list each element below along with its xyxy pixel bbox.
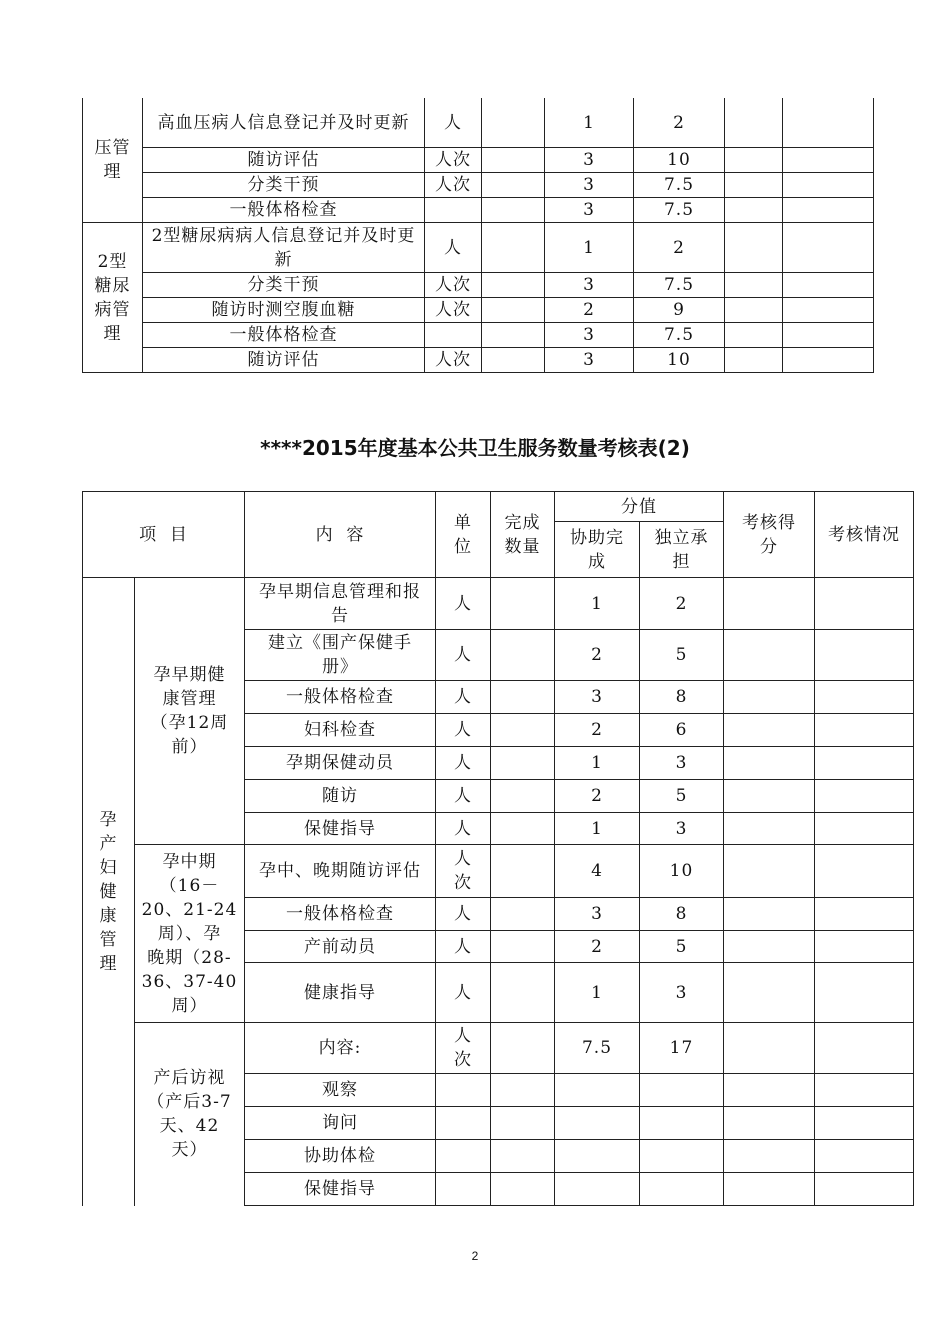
score-cell: [724, 931, 815, 963]
status-cell: [815, 630, 914, 681]
status-cell: [815, 1173, 914, 1206]
indep-cell: [640, 1140, 724, 1173]
header-value: 分值: [555, 492, 724, 522]
unit-cell: [436, 1173, 491, 1206]
assist-cell: 1: [555, 813, 640, 845]
assist-cell: 1: [555, 747, 640, 780]
done-cell: [491, 1023, 555, 1074]
assist-cell: [555, 1140, 640, 1173]
indep-cell: 5: [640, 630, 724, 681]
indep-cell: 6: [640, 714, 724, 747]
page-title: ****2015年度基本公共卫生服务数量考核表(2): [260, 436, 690, 460]
status-cell: [815, 931, 914, 963]
score-cell: [724, 845, 815, 898]
score-cell: [725, 98, 783, 148]
indep-cell: 5: [640, 931, 724, 963]
done-cell: [491, 813, 555, 845]
assist-cell: 7.5: [555, 1023, 640, 1074]
done-cell: [491, 630, 555, 681]
unit-cell: [425, 198, 482, 223]
status-cell: [815, 1074, 914, 1107]
score-cell: [725, 148, 783, 173]
content-cell: 观察: [245, 1074, 436, 1107]
group-name: 产后访视 （产后3-7 天、42 天）: [135, 1023, 245, 1206]
content-cell: 产前动员: [245, 931, 436, 963]
content-cell: 孕早期信息管理和报 告: [245, 578, 436, 630]
status-cell: [783, 198, 874, 223]
table-row: [83, 173, 874, 198]
content-cell: 保健指导: [245, 1173, 436, 1206]
unit-cell: 人: [425, 98, 482, 148]
group-name: 压管 理: [83, 98, 143, 223]
done-cell: [491, 963, 555, 1023]
content-cell: 一般体格检查: [245, 681, 436, 714]
indep-cell: 10: [640, 845, 724, 898]
unit-cell: [436, 1074, 491, 1107]
score-cell: [725, 348, 783, 373]
header-unit: 单 位: [436, 492, 491, 578]
status-cell: [815, 813, 914, 845]
content-cell: 一般体格检查: [245, 898, 436, 931]
assessment-table: [82, 491, 914, 1206]
done-cell: [491, 1074, 555, 1107]
status-cell: [815, 780, 914, 813]
unit-cell: 人: [436, 813, 491, 845]
score-cell: [724, 1107, 815, 1140]
done-cell: [482, 148, 545, 173]
header-score: 考核得 分: [724, 492, 815, 578]
assist-cell: 3: [545, 148, 634, 173]
status-cell: [783, 323, 874, 348]
indep-cell: 10: [634, 148, 725, 173]
content-cell: 随访评估: [143, 348, 425, 373]
table-row: [83, 298, 874, 323]
table-row: [83, 845, 914, 898]
assist-cell: 3: [545, 323, 634, 348]
indep-cell: [640, 1107, 724, 1140]
group-name: 2型 糖尿 病管 理: [83, 223, 143, 373]
score-cell: [724, 1173, 815, 1206]
done-cell: [491, 1107, 555, 1140]
unit-cell: 人 次: [436, 1023, 491, 1074]
indep-cell: 10: [634, 348, 725, 373]
indep-cell: 8: [640, 898, 724, 931]
done-cell: [491, 1173, 555, 1206]
content-cell: 随访: [245, 780, 436, 813]
unit-cell: [436, 1107, 491, 1140]
status-cell: [783, 98, 874, 148]
indep-cell: 9: [634, 298, 725, 323]
assist-cell: [555, 1173, 640, 1206]
unit-cell: 人: [425, 223, 482, 273]
header-row: [83, 492, 914, 522]
group-name: 孕早期健 康管理 （孕12周 前）: [135, 578, 245, 845]
done-cell: [491, 898, 555, 931]
done-cell: [482, 273, 545, 298]
indep-cell: 7.5: [634, 173, 725, 198]
page-number: 2: [471, 1249, 479, 1263]
content-cell: 高血压病人信息登记并及时更新: [143, 98, 425, 148]
score-cell: [724, 578, 815, 630]
done-cell: [482, 223, 545, 273]
assist-cell: 3: [555, 898, 640, 931]
indep-cell: 7.5: [634, 273, 725, 298]
assist-cell: [555, 1074, 640, 1107]
done-cell: [482, 323, 545, 348]
indep-cell: 5: [640, 780, 724, 813]
done-cell: [482, 298, 545, 323]
done-cell: [491, 747, 555, 780]
header-status: 考核情况: [815, 492, 914, 578]
done-cell: [491, 714, 555, 747]
status-cell: [815, 681, 914, 714]
content-cell: 询问: [245, 1107, 436, 1140]
status-cell: [783, 148, 874, 173]
assist-cell: 2: [555, 714, 640, 747]
unit-cell: [425, 323, 482, 348]
done-cell: [482, 348, 545, 373]
content-cell: 建立《围产保健手 册》: [245, 630, 436, 681]
indep-cell: 2: [640, 578, 724, 630]
header-content: 内 容: [245, 492, 436, 578]
status-cell: [783, 173, 874, 198]
assist-cell: 3: [555, 681, 640, 714]
table-row: [83, 98, 874, 148]
content-cell: 孕中、晚期随访评估: [245, 845, 436, 898]
assist-cell: 2: [555, 931, 640, 963]
done-cell: [491, 1140, 555, 1173]
group-name: 孕中期 （16－ 20、21-24 周）、孕 晚期（28- 36、37-40 周）: [135, 845, 245, 1023]
status-cell: [815, 714, 914, 747]
score-cell: [724, 1074, 815, 1107]
table-row: [83, 323, 874, 348]
done-cell: [482, 173, 545, 198]
status-cell: [815, 1023, 914, 1074]
indep-cell: 2: [634, 98, 725, 148]
header-item: 项 目: [83, 492, 245, 578]
assist-cell: 3: [545, 173, 634, 198]
table-row: [83, 198, 874, 223]
content-cell: 妇科检查: [245, 714, 436, 747]
score-cell: [725, 173, 783, 198]
indep-cell: 7.5: [634, 323, 725, 348]
table-row: [83, 578, 914, 630]
score-cell: [725, 223, 783, 273]
content-cell: 分类干预: [143, 273, 425, 298]
status-cell: [815, 845, 914, 898]
unit-cell: 人次: [425, 273, 482, 298]
content-cell: 分类干预: [143, 173, 425, 198]
status-cell: [783, 348, 874, 373]
content-cell: 随访时测空腹血糖: [143, 298, 425, 323]
assist-cell: 1: [545, 98, 634, 148]
score-cell: [724, 963, 815, 1023]
unit-cell: [436, 1140, 491, 1173]
indep-cell: 3: [640, 963, 724, 1023]
unit-cell: 人: [436, 747, 491, 780]
assist-cell: 2: [545, 298, 634, 323]
score-cell: [724, 747, 815, 780]
table-continued: [82, 98, 874, 373]
score-cell: [725, 323, 783, 348]
done-cell: [491, 845, 555, 898]
content-cell: 健康指导: [245, 963, 436, 1023]
status-cell: [815, 898, 914, 931]
status-cell: [783, 273, 874, 298]
unit-cell: 人: [436, 780, 491, 813]
content-cell: 协助体检: [245, 1140, 436, 1173]
score-cell: [724, 898, 815, 931]
indep-cell: 3: [640, 747, 724, 780]
done-cell: [491, 681, 555, 714]
assist-cell: 3: [545, 198, 634, 223]
unit-cell: 人: [436, 578, 491, 630]
score-cell: [724, 681, 815, 714]
assist-cell: 2: [555, 780, 640, 813]
assist-cell: 4: [555, 845, 640, 898]
indep-cell: 7.5: [634, 198, 725, 223]
score-cell: [724, 1140, 815, 1173]
assist-cell: [555, 1107, 640, 1140]
assist-cell: 1: [555, 578, 640, 630]
content-cell: 孕期保健动员: [245, 747, 436, 780]
score-cell: [725, 298, 783, 323]
status-cell: [815, 747, 914, 780]
content-cell: 一般体格检查: [143, 323, 425, 348]
assist-cell: 3: [545, 348, 634, 373]
table-row: [83, 223, 874, 273]
unit-cell: 人: [436, 963, 491, 1023]
indep-cell: 17: [640, 1023, 724, 1074]
table-row: [83, 148, 874, 173]
unit-cell: 人次: [425, 173, 482, 198]
status-cell: [783, 223, 874, 273]
indep-cell: 3: [640, 813, 724, 845]
unit-cell: 人: [436, 931, 491, 963]
category-cell: 孕 产 妇 健 康 管 理: [83, 578, 135, 1206]
score-cell: [724, 780, 815, 813]
header-assist: 协助完 成: [555, 522, 640, 578]
content-cell: 随访评估: [143, 148, 425, 173]
indep-cell: 2: [634, 223, 725, 273]
score-cell: [724, 813, 815, 845]
unit-cell: 人: [436, 898, 491, 931]
unit-cell: 人: [436, 714, 491, 747]
done-cell: [491, 931, 555, 963]
status-cell: [815, 578, 914, 630]
score-cell: [725, 273, 783, 298]
content-cell: 内容:: [245, 1023, 436, 1074]
unit-cell: 人次: [425, 148, 482, 173]
unit-cell: 人: [436, 630, 491, 681]
status-cell: [815, 1107, 914, 1140]
assist-cell: 1: [545, 223, 634, 273]
status-cell: [783, 298, 874, 323]
score-cell: [725, 198, 783, 223]
done-cell: [491, 578, 555, 630]
status-cell: [815, 1140, 914, 1173]
assist-cell: 2: [555, 630, 640, 681]
done-cell: [482, 198, 545, 223]
assist-cell: 3: [545, 273, 634, 298]
table-row: [83, 1023, 914, 1074]
done-cell: [482, 98, 545, 148]
indep-cell: [640, 1074, 724, 1107]
unit-cell: 人 次: [436, 845, 491, 898]
content-cell: 一般体格检查: [143, 198, 425, 223]
status-cell: [815, 963, 914, 1023]
score-cell: [724, 714, 815, 747]
unit-cell: 人: [436, 681, 491, 714]
table-row: [83, 348, 874, 373]
unit-cell: 人次: [425, 298, 482, 323]
indep-cell: 8: [640, 681, 724, 714]
table-row: [83, 273, 874, 298]
header-indep: 独立承 担: [640, 522, 724, 578]
content-cell: 保健指导: [245, 813, 436, 845]
unit-cell: 人次: [425, 348, 482, 373]
content-cell: 2型糖尿病病人信息登记并及时更新: [143, 223, 425, 273]
header-done: 完成 数量: [491, 492, 555, 578]
score-cell: [724, 630, 815, 681]
done-cell: [491, 780, 555, 813]
assist-cell: 1: [555, 963, 640, 1023]
score-cell: [724, 1023, 815, 1074]
indep-cell: [640, 1173, 724, 1206]
